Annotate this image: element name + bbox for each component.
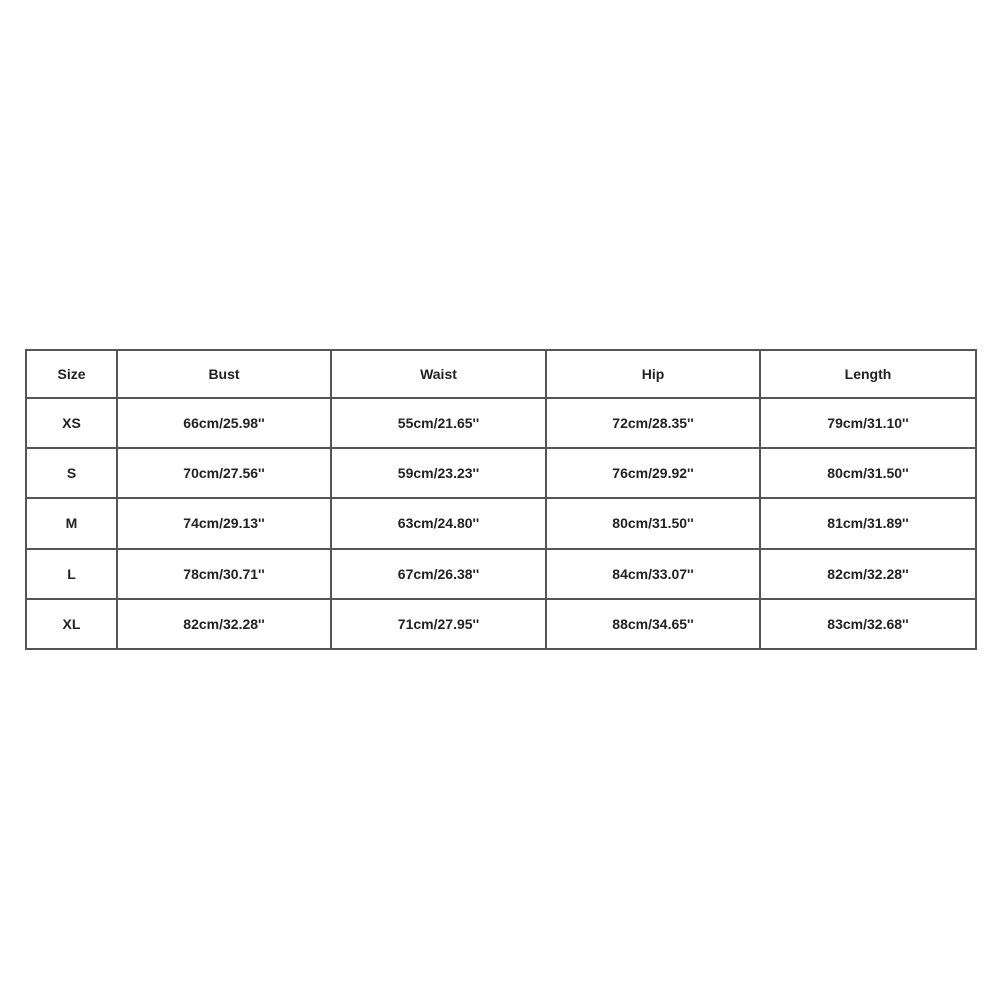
cell-length: 81cm/31.89''	[760, 498, 976, 548]
cell-waist: 67cm/26.38''	[331, 549, 546, 599]
cell-length: 79cm/31.10''	[760, 398, 976, 448]
header-row	[26, 350, 976, 398]
cell-hip: 76cm/29.92''	[546, 448, 760, 498]
cell-size: S	[26, 448, 117, 498]
cell-length: 83cm/32.68''	[760, 599, 976, 649]
cell-hip: 88cm/34.65''	[546, 599, 760, 649]
cell-waist: 71cm/27.95''	[331, 599, 546, 649]
cell-length: 80cm/31.50''	[760, 448, 976, 498]
table-row	[26, 398, 976, 448]
header-length: Length	[760, 350, 976, 398]
table-row	[26, 498, 976, 548]
header-waist: Waist	[331, 350, 546, 398]
cell-bust: 70cm/27.56''	[117, 448, 331, 498]
cell-bust: 82cm/32.28''	[117, 599, 331, 649]
cell-bust: 66cm/25.98''	[117, 398, 331, 448]
cell-size: XS	[26, 398, 117, 448]
cell-bust: 78cm/30.71''	[117, 549, 331, 599]
header-bust: Bust	[117, 350, 331, 398]
cell-hip: 80cm/31.50''	[546, 498, 760, 548]
header-size: Size	[26, 350, 117, 398]
cell-hip: 84cm/33.07''	[546, 549, 760, 599]
table-row	[26, 549, 976, 599]
header-hip: Hip	[546, 350, 760, 398]
size-chart-table	[25, 349, 977, 650]
cell-hip: 72cm/28.35''	[546, 398, 760, 448]
table-row	[26, 599, 976, 649]
cell-size: XL	[26, 599, 117, 649]
cell-length: 82cm/32.28''	[760, 549, 976, 599]
cell-size: M	[26, 498, 117, 548]
cell-waist: 59cm/23.23''	[331, 448, 546, 498]
cell-size: L	[26, 549, 117, 599]
cell-waist: 55cm/21.65''	[331, 398, 546, 448]
cell-waist: 63cm/24.80''	[331, 498, 546, 548]
table-row	[26, 448, 976, 498]
cell-bust: 74cm/29.13''	[117, 498, 331, 548]
